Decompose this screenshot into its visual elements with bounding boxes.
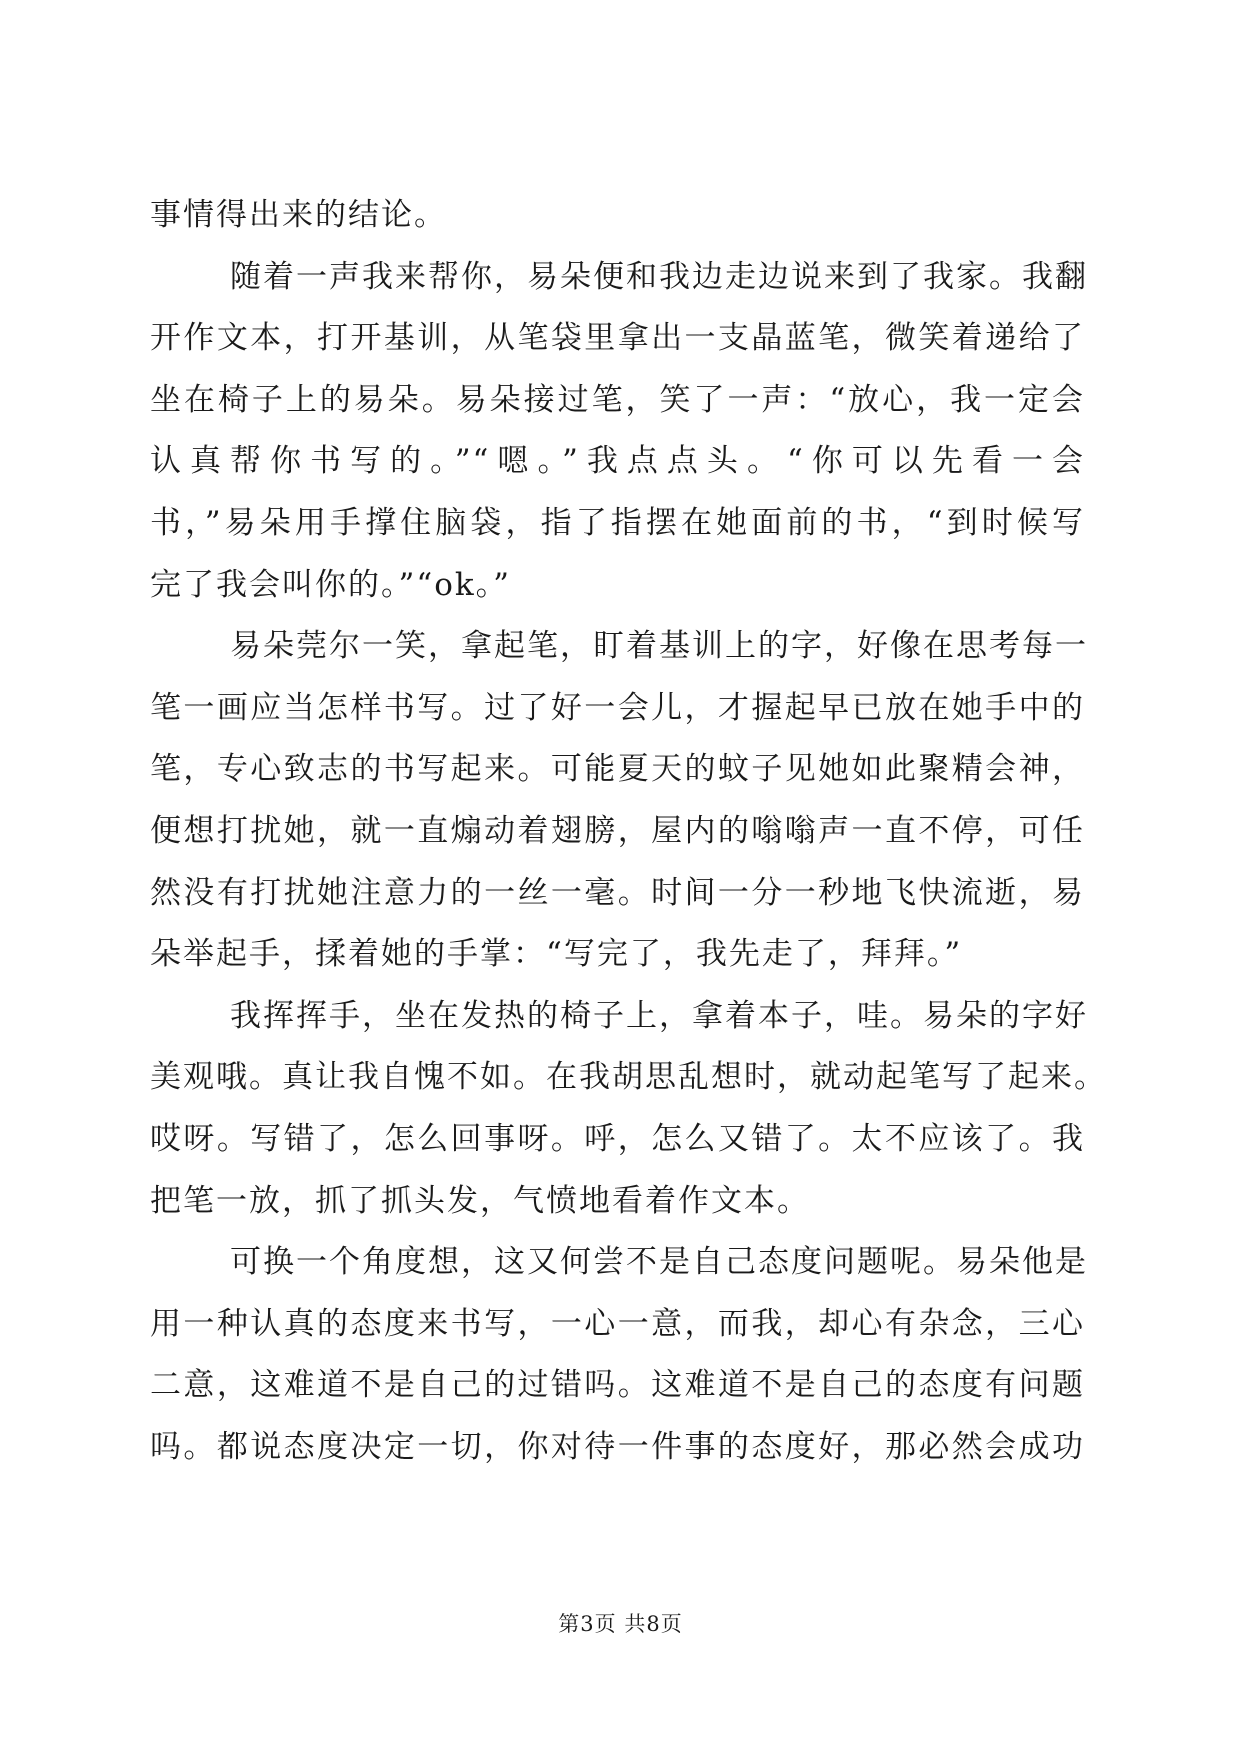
text-line: 完了我会叫你的。”“ok。” xyxy=(150,566,511,603)
text-line: 便想打扰她，就一直煽动着翅膀，屋内的嗡嗡声一直不停，可任 xyxy=(150,812,1085,849)
text-line: 书，”易朵用手撑住脑袋，指了指摆在她面前的书，“到时候写 xyxy=(150,504,1085,541)
text-line: 用一种认真的态度来书写，一心一意，而我，却心有杂念，三心 xyxy=(150,1305,1085,1342)
text-line: 哎呀。写错了，怎么回事呀。呼，怎么又错了。太不应该了。我 xyxy=(150,1120,1085,1157)
paragraph-start-line: 可换一个角度想，这又何尝不是自己态度问题呢。易朵他是 xyxy=(230,1244,1088,1281)
text-line: 坐在椅子上的易朵。易朵接过笔，笑了一声：“放心，我一定会 xyxy=(150,381,1085,418)
text-line: 认真帮你书写的。”“嗯。”我点点头。“你可以先看一会 xyxy=(150,443,1085,480)
text-line: 开作文本，打开基训，从笔袋里拿出一支晶蓝笔，微笑着递给了 xyxy=(150,320,1085,357)
text-line: 二意，这难道不是自己的过错吗。这难道不是自己的态度有问题 xyxy=(150,1367,1085,1404)
text-line: 朵举起手，揉着她的手掌：“写完了，我先走了，拜拜。” xyxy=(150,936,963,973)
text-line: 然没有打扰她注意力的一丝一毫。时间一分一秒地飞快流逝，易 xyxy=(150,874,1085,911)
text-line: 吗。都说态度决定一切，你对待一件事的态度好，那必然会成功 xyxy=(150,1428,1085,1465)
paragraph-start-line: 我挥挥手，坐在发热的椅子上，拿着本子，哇。易朵的字好 xyxy=(230,997,1088,1034)
document-body xyxy=(150,192,1107,1485)
text-line: 把笔一放，抓了抓头发，气愤地看着作文本。 xyxy=(150,1182,810,1219)
text-line: 事情得出来的结论。 xyxy=(150,197,447,233)
paragraph-start-line: 易朵莞尔一笑，拿起笔，盯着基训上的字，好像在思考每一 xyxy=(230,628,1088,665)
text-line: 美观哦。真让我自愧不如。在我胡思乱想时，就动起笔写了起来。 xyxy=(150,1059,1107,1096)
text-line: 笔，专心致志的书写起来。可能夏天的蚊子见她如此聚精会神， xyxy=(150,751,1085,788)
page-number-footer: 第3页 共8页 xyxy=(558,1612,683,1636)
paragraph-start-line: 随着一声我来帮你，易朵便和我边走边说来到了我家。我翻 xyxy=(230,258,1088,295)
text-line: 笔一画应当怎样书写。过了好一会儿，才握起早已放在她手中的 xyxy=(150,689,1085,726)
